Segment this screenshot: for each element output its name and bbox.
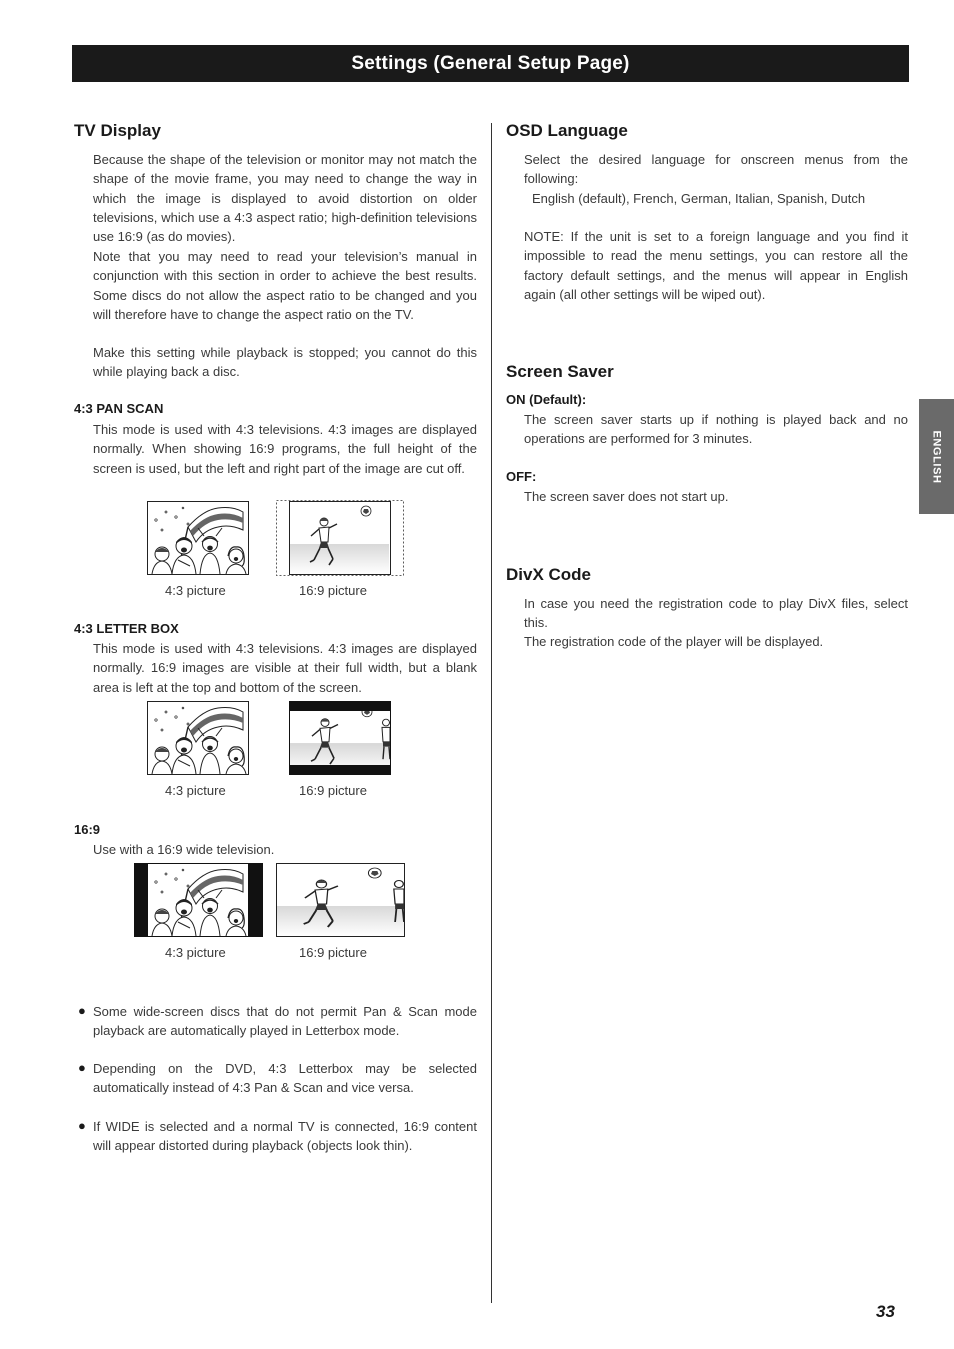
screen-saver-heading: Screen Saver [506,362,614,381]
osd-language-note: NOTE: If the unit is set to a foreign language and you find it impossible to read the menu settings, you can restore all the factory default settings, and the menus will appear in English again (all other settings will be wiped out). [524,229,908,302]
screen-saver-on-text: The screen saver starts up if nothing is played back and no operations are performed for 3 minutes. [524,412,908,447]
bullet-icon: ● [78,1003,86,1018]
divx-code-heading: DivX Code [506,565,592,584]
wide-169-caption: 16:9 picture [299,945,367,960]
pan-scan-43-caption: 4:3 picture [165,583,226,598]
wide-43-picture [134,863,263,937]
letter-box-heading: 4:3 LETTER BOX [74,621,179,636]
note-item: Some wide-screen discs that do not permit Pan & Scan mode playback are automatically played in Letterbox mode. [93,1004,477,1039]
osd-language-text: Select the desired language for onscreen menus from the following: [524,152,908,187]
wide-heading: 16:9 [74,822,101,837]
tv-display-heading: TV Display [74,121,161,140]
page-number: 33 [876,1302,895,1321]
divx-code-text: In case you need the registration code to play DivX files, select this. [524,596,908,631]
letter-box-43-caption: 4:3 picture [165,783,226,798]
letter-box-43-picture [147,701,249,775]
pan-scan-43-picture [147,501,249,575]
osd-language-heading: OSD Language [506,121,628,140]
bullet-icon: ● [78,1118,86,1133]
screen-saver-off-text: The screen saver does not start up. [524,489,729,504]
language-side-tab [919,399,954,514]
pan-scan-text: This mode is used with 4:3 televisions. 4:3 images are displayed normally. When showing 16:9 programs, the full height of the screen is used, but the left and right part of the image are cut off. [93,422,477,476]
osd-language-options: English (default), French, German, Italian, Spanish, Dutch [532,191,866,206]
screen-saver-off-label: OFF: [506,469,537,484]
wide-text: Use with a 16:9 wide television. [93,842,275,857]
page-title: Settings (General Setup Page) [351,52,630,74]
tv-display-paragraph: Because the shape of the television or monitor may not match the shape of the movie frame, you may need to change the way in which the image is displayed to avoid distortion on older televisions, which use a 4:3 aspect ratio; high-definition televisions use 16:9 (as do movies). [93,152,477,245]
letter-box-169-caption: 16:9 picture [299,783,367,798]
wide-169-picture [276,863,405,937]
letter-box-text: This mode is used with 4:3 televisions. 4:3 images are displayed normally. 16:9 images are visible at their full width, but a blank area is left at the top and bottom of the screen. [93,641,477,695]
side-tab-label: ENGLISH [930,429,943,484]
note-item: If WIDE is selected and a normal TV is connected, 16:9 content will appear distorted during playback (objects look thin). [93,1119,477,1154]
tv-display-paragraph: Note that you may need to read your television’s manual in conjunction with this section in order to achieve the best results. Some discs do not allow the aspect ratio to be changed and you will therefore have to change the aspect ratio on the TV. [93,249,477,322]
divx-code-text: The registration code of the player will be displayed. [524,634,824,649]
pan-scan-169-picture [276,500,404,576]
page-title-bar [72,45,909,82]
letter-box-169-picture [289,701,391,775]
column-divider [491,123,492,1303]
bullet-icon: ● [78,1060,86,1075]
pan-scan-169-caption: 16:9 picture [299,583,367,598]
screen-saver-on-label: ON (Default): [506,392,587,407]
wide-43-caption: 4:3 picture [165,945,226,960]
note-item: Depending on the DVD, 4:3 Letterbox may be selected automatically instead of 4:3 Pan & Scan and vice versa. [93,1061,477,1096]
pan-scan-heading: 4:3 PAN SCAN [74,401,164,416]
tv-display-paragraph: Make this setting while playback is stopped; you cannot do this while playing back a disc. [93,345,477,380]
